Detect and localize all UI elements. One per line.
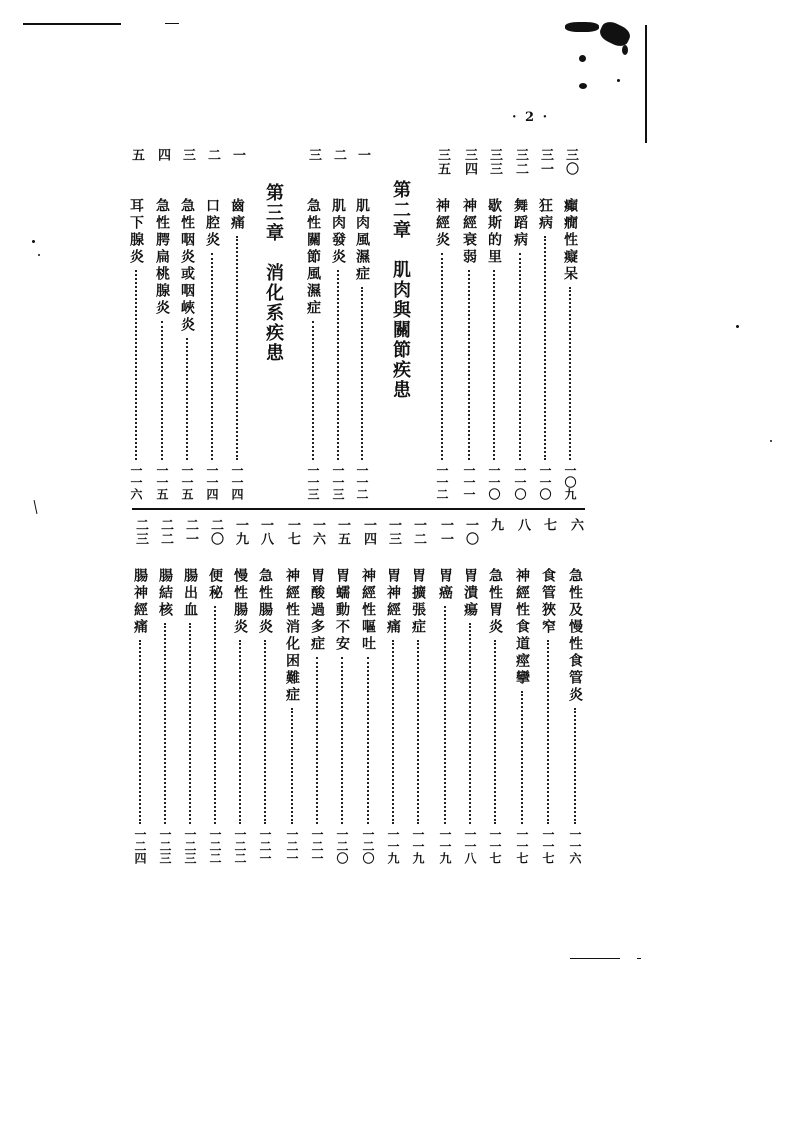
entry-title: 急性胃炎 <box>487 568 503 636</box>
toc-entry[interactable] <box>334 518 350 864</box>
dot-leader <box>392 640 394 824</box>
corner-smudge <box>565 22 599 32</box>
entry-title: 胃癌 <box>437 568 453 602</box>
entry-title: 神經炎 <box>434 198 450 249</box>
toc-entry[interactable] <box>437 518 453 864</box>
entry-title: 胃潰瘍 <box>462 568 478 619</box>
bottom-dash <box>570 958 620 959</box>
dot-leader <box>139 640 141 824</box>
toc-entry[interactable] <box>257 518 273 864</box>
toc-entry[interactable] <box>305 148 321 500</box>
entry-title: 肌肉風濕症 <box>354 198 370 283</box>
top-rule-fragment <box>165 23 179 24</box>
entry-title: 胃酸過多症 <box>309 568 325 653</box>
entry-number: 三五 <box>435 148 450 176</box>
entry-page: 一二一 <box>310 828 324 864</box>
dot-leader <box>493 270 495 460</box>
page-marker: · 2 · <box>512 110 550 125</box>
entry-number: 二一 <box>183 518 198 546</box>
entry-title: 口腔炎 <box>204 198 220 249</box>
entry-title: 舞蹈病 <box>512 198 528 249</box>
dot-leader <box>444 606 446 824</box>
toc-entry[interactable] <box>182 518 198 864</box>
entry-page: 一一〇 <box>487 464 501 500</box>
toc-entry[interactable] <box>461 148 477 500</box>
scan-tick <box>34 500 38 514</box>
toc-entry[interactable] <box>229 148 245 500</box>
entry-page: 一一二 <box>435 464 449 500</box>
dot-leader <box>574 708 576 824</box>
dot-leader <box>211 253 213 460</box>
entry-number: 一八 <box>258 518 273 546</box>
dot-leader <box>569 287 571 460</box>
dot-leader <box>547 640 549 824</box>
entry-page: 一一三 <box>331 464 345 500</box>
toc-entry[interactable] <box>128 148 144 500</box>
entry-page: 一一七 <box>515 828 529 864</box>
dot-leader <box>291 708 293 824</box>
entry-title: 食管狹窄 <box>540 568 556 636</box>
toc-entry[interactable] <box>514 518 530 864</box>
entry-title: 神經衰弱 <box>461 198 477 266</box>
dot-leader <box>361 287 363 460</box>
entry-number: 三 <box>306 148 321 162</box>
scan-speck <box>32 240 35 243</box>
entry-page: 一一九 <box>411 828 425 864</box>
entry-number: 八 <box>515 518 530 532</box>
entry-number: 七 <box>541 518 556 532</box>
entry-page: 一一〇 <box>513 464 527 500</box>
toc-entry[interactable] <box>207 518 223 864</box>
scan-speck <box>770 440 772 442</box>
dot-leader <box>264 640 266 824</box>
toc-entry[interactable] <box>157 518 173 864</box>
dot-leader <box>468 270 470 460</box>
entry-title: 腸結核 <box>157 568 173 619</box>
toc-entry[interactable] <box>360 518 376 864</box>
entry-number: 一六 <box>310 518 325 546</box>
entry-title: 慢性腸炎 <box>232 568 248 636</box>
bottom-dash <box>637 958 641 959</box>
entry-page: 一一五 <box>180 464 194 500</box>
entry-number: 一四 <box>361 518 376 546</box>
entry-number: 一七 <box>285 518 300 546</box>
entry-number: 一〇 <box>463 518 478 546</box>
dot-leader <box>417 640 419 824</box>
chapter-3-title[interactable]: 第三章 消化系疾患 <box>263 183 284 363</box>
top-rule <box>23 23 121 25</box>
entry-page: 一一五 <box>155 464 169 500</box>
entry-number: 三二 <box>513 148 528 176</box>
toc-entry[interactable] <box>567 518 583 864</box>
dot-leader <box>494 640 496 824</box>
toc-entry[interactable] <box>309 518 325 864</box>
entry-title: 狂病 <box>537 198 553 232</box>
dot-leader <box>189 623 191 824</box>
entry-number: 二 <box>331 148 346 162</box>
entry-page: 一一〇 <box>538 464 552 500</box>
entry-number: 一 <box>230 148 245 162</box>
dot-leader <box>544 236 546 460</box>
entry-page: 一一七 <box>488 828 502 864</box>
toc-entry[interactable] <box>204 148 220 500</box>
toc-entry[interactable] <box>330 148 346 500</box>
toc-entry[interactable] <box>132 518 148 864</box>
entry-number: 三三 <box>487 148 502 176</box>
dot-leader <box>341 657 343 824</box>
entry-number: 一二 <box>411 518 426 546</box>
entry-title: 便秘 <box>207 568 223 602</box>
entry-page: 一二三 <box>183 828 197 864</box>
entry-number: 四 <box>155 148 170 162</box>
entry-page: 一一八 <box>463 828 477 864</box>
right-border-line <box>645 25 647 143</box>
dot-leader <box>161 321 163 460</box>
entry-number: 一 <box>355 148 370 162</box>
entry-page: 一一六 <box>568 828 582 864</box>
dot-leader <box>164 623 166 824</box>
dot-leader <box>186 338 188 460</box>
dot-leader <box>135 270 137 460</box>
entry-title: 齒痛 <box>229 198 245 232</box>
entry-title: 急性咽炎或咽峽炎 <box>179 198 195 334</box>
entry-page: 一一九 <box>438 828 452 864</box>
entry-title: 急性及慢性食管炎 <box>567 568 583 704</box>
entry-number: 二 <box>205 148 220 162</box>
entry-title: 歇斯的里 <box>486 198 502 266</box>
toc-entry[interactable] <box>154 148 170 500</box>
toc-entry[interactable] <box>562 148 578 500</box>
entry-number: 一九 <box>233 518 248 546</box>
dot-leader <box>236 236 238 460</box>
scan-speck <box>38 254 40 256</box>
toc-entry[interactable] <box>540 518 556 864</box>
scan-speck <box>736 325 739 328</box>
entry-number: 九 <box>488 518 503 532</box>
toc-entry[interactable] <box>512 148 528 500</box>
entry-title: 神經性食道痙攣 <box>514 568 530 687</box>
entry-page: 一二二 <box>233 828 247 864</box>
toc-entry[interactable] <box>537 148 553 500</box>
entry-page: 一一九 <box>386 828 400 864</box>
dot-leader <box>214 606 216 824</box>
entry-page: 一二一 <box>285 828 299 864</box>
scan-speck <box>579 55 586 62</box>
entry-title: 胃擴張症 <box>410 568 426 636</box>
entry-page: 一二〇 <box>361 828 375 864</box>
entry-number: 五 <box>129 148 144 162</box>
toc-entry[interactable] <box>179 148 195 500</box>
entry-number: 三 <box>180 148 195 162</box>
dot-leader <box>316 657 318 824</box>
entry-number: 一一 <box>438 518 453 546</box>
entry-number: 六 <box>568 518 583 532</box>
dot-leader <box>441 253 443 460</box>
dot-leader <box>519 253 521 460</box>
toc-entry[interactable] <box>284 518 300 864</box>
entry-title: 神經性消化困難症 <box>284 568 300 704</box>
entry-title: 腸神經痛 <box>132 568 148 636</box>
entry-number: 三〇 <box>563 148 578 176</box>
entry-number: 二三 <box>133 518 148 546</box>
entry-number: 一五 <box>335 518 350 546</box>
scan-speck <box>579 83 587 89</box>
entry-title: 癲癇性癡呆 <box>562 198 578 283</box>
entry-title: 胃蠕動不安 <box>334 568 350 653</box>
entry-page: 一〇九 <box>563 464 577 500</box>
corner-smudge <box>622 45 628 55</box>
entry-number: 三四 <box>462 148 477 176</box>
toc-entry[interactable] <box>434 148 450 500</box>
toc-entry[interactable] <box>385 518 401 864</box>
corner-smudge <box>597 19 633 50</box>
entry-page: 一二二 <box>208 828 222 864</box>
entry-number: 二〇 <box>208 518 223 546</box>
entry-title: 耳下腺炎 <box>128 198 144 266</box>
entry-title: 急性關節風濕症 <box>305 198 321 317</box>
toc-entry[interactable] <box>462 518 478 864</box>
toc-entry[interactable] <box>232 518 248 864</box>
entry-title: 腸出血 <box>182 568 198 619</box>
dot-leader <box>469 623 471 824</box>
toc-entry[interactable] <box>486 148 502 500</box>
entry-title: 急性腸炎 <box>257 568 273 636</box>
toc-entry[interactable] <box>410 518 426 864</box>
entry-title: 急性腭扁桃腺炎 <box>154 198 170 317</box>
scan-speck <box>617 79 620 82</box>
entry-page: 一一一 <box>462 464 476 500</box>
entry-number: 一三 <box>386 518 401 546</box>
entry-title: 肌肉發炎 <box>330 198 346 266</box>
chapter-2-title[interactable]: 第二章 肌肉與關節疾患 <box>390 180 411 400</box>
entry-page: 一二一 <box>258 828 272 864</box>
entry-number: 三一 <box>538 148 553 176</box>
section-divider <box>132 508 585 510</box>
entry-title: 神經性嘔吐 <box>360 568 376 653</box>
entry-page: 一一七 <box>541 828 555 864</box>
entry-page: 一二四 <box>133 828 147 864</box>
dot-leader <box>521 691 523 824</box>
entry-number: 二二 <box>158 518 173 546</box>
toc-entry[interactable] <box>487 518 503 864</box>
dot-leader <box>337 270 339 460</box>
entry-page: 一一二 <box>355 464 369 500</box>
dot-leader <box>239 640 241 824</box>
entry-title: 胃神經痛 <box>385 568 401 636</box>
entry-page: 一二〇 <box>335 828 349 864</box>
entry-page: 一一四 <box>230 464 244 500</box>
entry-page: 一二三 <box>158 828 172 864</box>
dot-leader <box>367 657 369 824</box>
toc-entry[interactable] <box>354 148 370 500</box>
entry-page: 一一六 <box>129 464 143 500</box>
dot-leader <box>312 321 314 460</box>
entry-page: 一一三 <box>306 464 320 500</box>
entry-page: 一一四 <box>205 464 219 500</box>
